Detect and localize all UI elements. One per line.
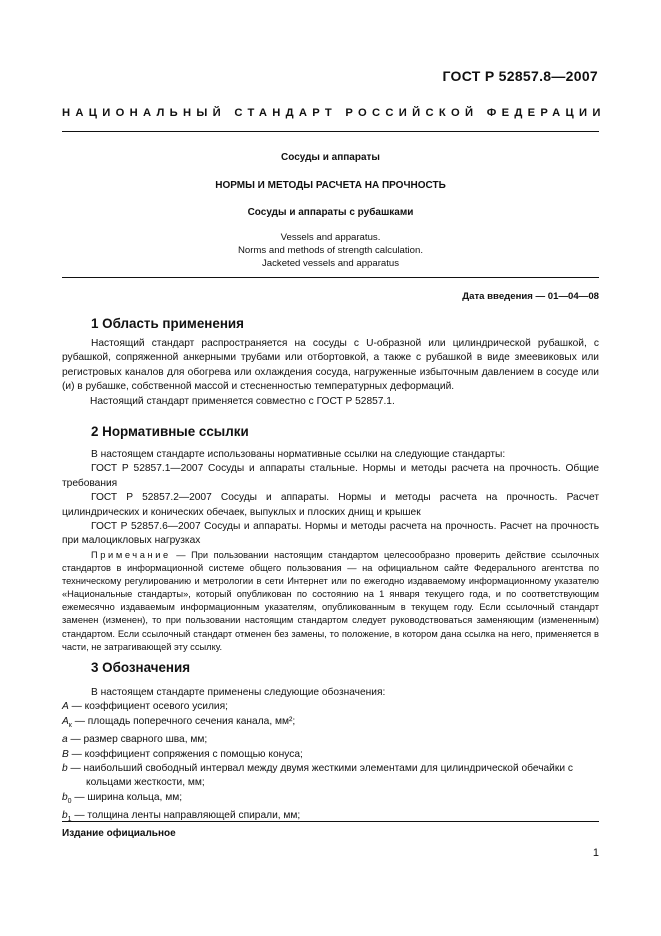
symbol-item: a — размер сварного шва, мм;: [62, 734, 208, 746]
note: [62, 549, 599, 654]
page-number: 1: [592, 847, 599, 859]
national-standard-title: НАЦИОНАЛЬНЫЙ СТАНДАРТ РОССИЙСКОЙ ФЕДЕРАЦИИ: [62, 107, 606, 119]
section-1-heading: 1 Область применения: [91, 316, 244, 331]
reference-item: ГОСТ Р 52857.2—2007 Сосуды и аппараты. Нормы и методы расчета на прочность. Расчет цилиндрических и конических обечаек, выпуклых и плоских днищ и крышек: [62, 492, 599, 518]
section-2-heading: 2 Нормативные ссылки: [91, 424, 249, 439]
symbol-item: $b_0$ — ширина кольца, мм;: [62, 791, 183, 805]
title-line-3: Сосуды и аппараты с рубашками: [247, 207, 414, 218]
edition-label: Издание официальное: [62, 828, 176, 839]
symbol-item: $A_к$ — площадь поперечного сечения канала, мм²;: [62, 715, 296, 729]
english-title-line: Norms and methods of strength calculation.: [237, 245, 424, 256]
section-2-body: [62, 448, 599, 549]
paragraph: Настоящий стандарт применяется совместно с ГОСТ Р 52857.1.: [90, 395, 395, 407]
symbols-list: [62, 686, 599, 828]
title-line-1: Сосуды и аппараты: [281, 152, 380, 163]
paragraph: В настоящем стандарте использованы нормативные ссылки на следующие стандарты:: [91, 449, 506, 460]
title-rule: [62, 277, 599, 278]
symbol-item: A — коэффициент осевого усилия;: [62, 701, 228, 713]
symbol-item: $b_1$ — толщина ленты направляющей спирали, мм;: [62, 810, 301, 824]
introduction-date: Дата введения — 01—04—08: [462, 291, 599, 302]
header-rule: [62, 131, 599, 132]
note-label: Примечание: [91, 550, 171, 560]
reference-item: ГОСТ Р 52857.1—2007 Сосуды и аппараты стальные. Нормы и методы расчета на прочность. Общие требования: [62, 463, 599, 489]
english-title-line: Jacketed vessels and apparatus: [261, 258, 400, 269]
symbol-item: B — коэффициент сопряжения с помощью конуса;: [62, 748, 303, 760]
english-title: [40, 231, 621, 270]
section-1-body: [62, 337, 599, 409]
english-title-line: Vessels and apparatus.: [280, 232, 381, 243]
reference-item: ГОСТ Р 52857.6—2007 Сосуды и аппараты. Нормы и методы расчета на прочность. Расчет на прочность при малоцикловых нагрузках: [62, 521, 599, 547]
section-3-heading: 3 Обозначения: [91, 660, 191, 675]
footer-rule: [62, 821, 599, 822]
paragraph: Настоящий стандарт распространяется на сосуды с U-образной или цилиндрической рубашкой, с рубашкой, сопряженной анкерными трубами или отбортовкой, а также с рубашкой в виде змеевиковых или регистровых каналов для обогрева или охлаждения сосуда, нагруженные избыточным давлением в сосуде или (и) в рубашке, собственной массой и стесненностью температурных деформаций.: [62, 338, 599, 393]
paragraph: В настоящем стандарте применены следующие обозначения:: [91, 687, 386, 698]
standard-id: ГОСТ Р 52857.8—2007: [442, 68, 598, 84]
title-line-2: НОРМЫ И МЕТОДЫ РАСЧЕТА НА ПРОЧНОСТЬ: [215, 180, 446, 191]
symbol-item: b — наибольший свободный интервал между двумя жесткими элементами для цилиндрической обечайки с кольцами жесткости, мм;: [62, 763, 573, 789]
note-text: — При пользовании настоящим стандартом целесообразно проверить действие ссылочных стандартов в информационной системе общего пользования — на официальном сайте Федерального агентства по техническому регулированию и метрологии в сети Интернет или по ежегодно издаваемому информационному указателю «Национальные стандарты», который опубликован по состоянию на 1 января текущего года, и по соответствующим ежемесячно издаваемым информационным указателям, опубликованным в текущем году. Если ссылочный стандарт заменен (изменен), то при пользовании настоящим стандартом следует руководствоваться заменяющим (измененным) стандартом. Если ссылочный стандарт отменен без замены, то положение, в котором дана ссылка на него, применяется в части, не затрагивающей эту ссылку.: [62, 550, 599, 652]
